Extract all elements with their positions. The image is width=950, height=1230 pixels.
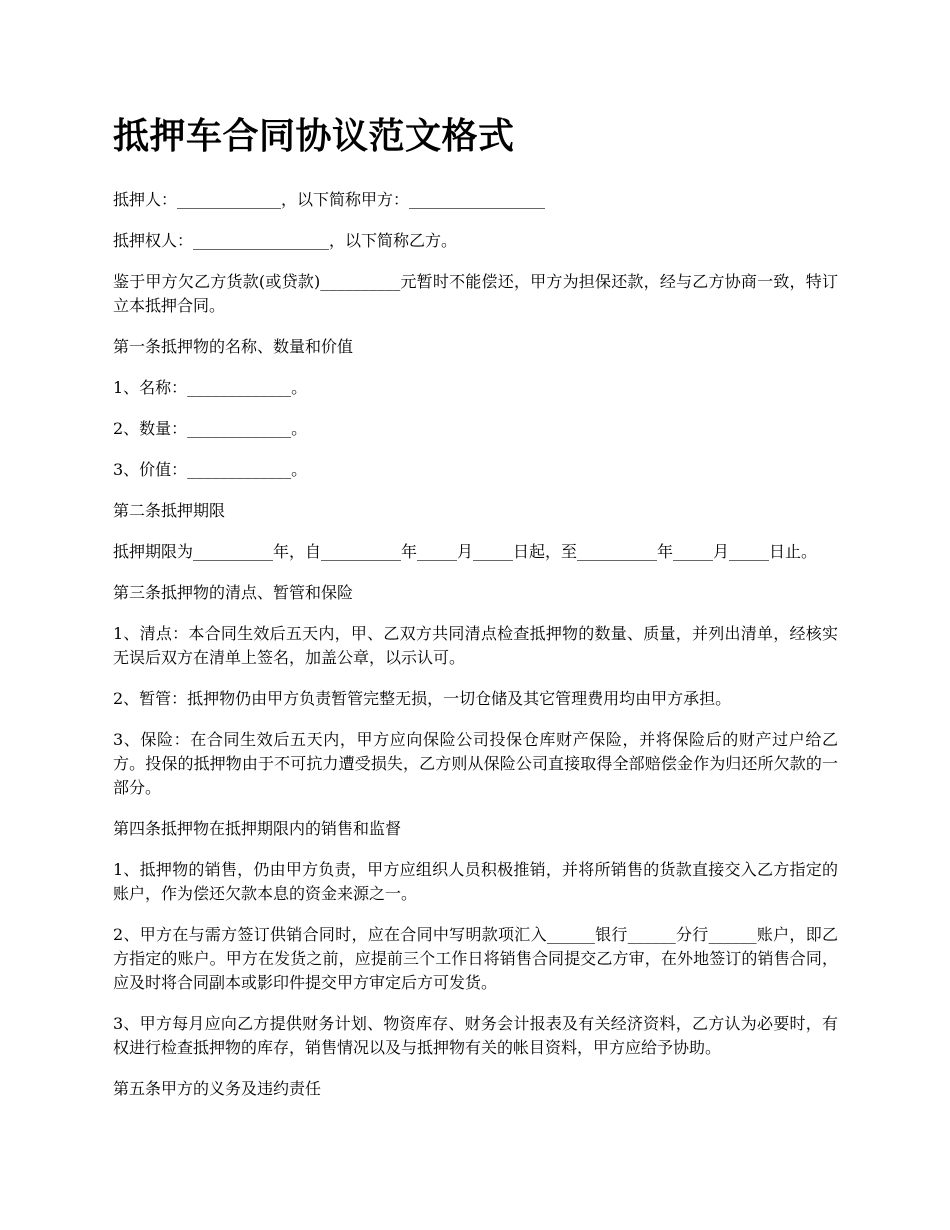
article-4-item-reporting: 3、甲方每月应向乙方提供财务计划、物资库存、财务会计报表及有关经济资料，乙方认为必要时，有权进行检查抵押物的库存，销售情况以及与抵押物有关的帐目资料，甲方应给予协助。 (113, 1014, 838, 1057)
article-2-heading: 第二条抵押期限 (113, 501, 226, 520)
article-4-item-sales: 1、抵押物的销售，仍由甲方负责，甲方应组织人员积极推销，并将所销售的货款直接交入乙方指定的账户，作为偿还欠款本息的资金来源之一。 (113, 860, 838, 903)
article-4-item-contracts: 2、甲方在与需方签订供销合同时，应在合同中写明款项汇入______银行______分行______账户，即乙方指定的账户。甲方在发货之前，应提前三个工作日将销售合同提交乙方审，在外地签订的销售合同，应及时将合同副本或影印件提交甲方审定后方可发货。 (113, 925, 838, 992)
article-4-heading: 第四条抵押物在抵押期限内的销售和监督 (113, 819, 402, 838)
article-3-heading: 第三条抵押物的清点、暂管和保险 (113, 583, 354, 602)
article-3-item-custody: 2、暂管：抵押物仍由甲方负责暂管完整无损，一切仓储及其它管理费用均由甲方承担。 (113, 689, 732, 708)
article-2-term-paragraph: 抵押期限为__________年，自__________年_____月_____日起，至__________年_____月_____日止。 (113, 542, 818, 561)
preamble-paragraph: 鉴于甲方欠乙方货款(或贷款)__________元暂时不能偿还，甲方为担保还款，经与乙方协商一致，特订立本抵押合同。 (113, 272, 838, 315)
article-3-item-insurance: 3、保险：在合同生效后五天内，甲方应向保险公司投保仓库财产保险，并将保险后的财产过户给乙方。投保的抵押物由于不可抗力遭受损失，乙方则从保险公司直接取得全部赔偿金作为归还所欠款的一部分。 (113, 730, 838, 797)
article-1-item-name: 1、名称：_____________。 (113, 378, 308, 397)
article-5-heading: 第五条甲方的义务及违约责任 (113, 1079, 322, 1098)
article-3-item-inventory: 1、清点：本合同生效后五天内，甲、乙双方共同清点检查抵押物的数量、质量，并列出清单，经核实无误后双方在清单上签名，加盖公章，以示认可。 (113, 624, 838, 667)
document-title: 抵押车合同协议范文格式 (113, 116, 515, 157)
party-a-line: 抵押人：_____________，以下简称甲方：_________________ (113, 190, 546, 209)
article-1-heading: 第一条抵押物的名称、数量和价值 (113, 337, 354, 356)
article-1-item-quantity: 2、数量：_____________。 (113, 419, 308, 438)
party-b-line: 抵押权人：_________________，以下简称乙方。 (113, 231, 458, 250)
article-1-item-value: 3、价值：_____________。 (113, 460, 308, 479)
